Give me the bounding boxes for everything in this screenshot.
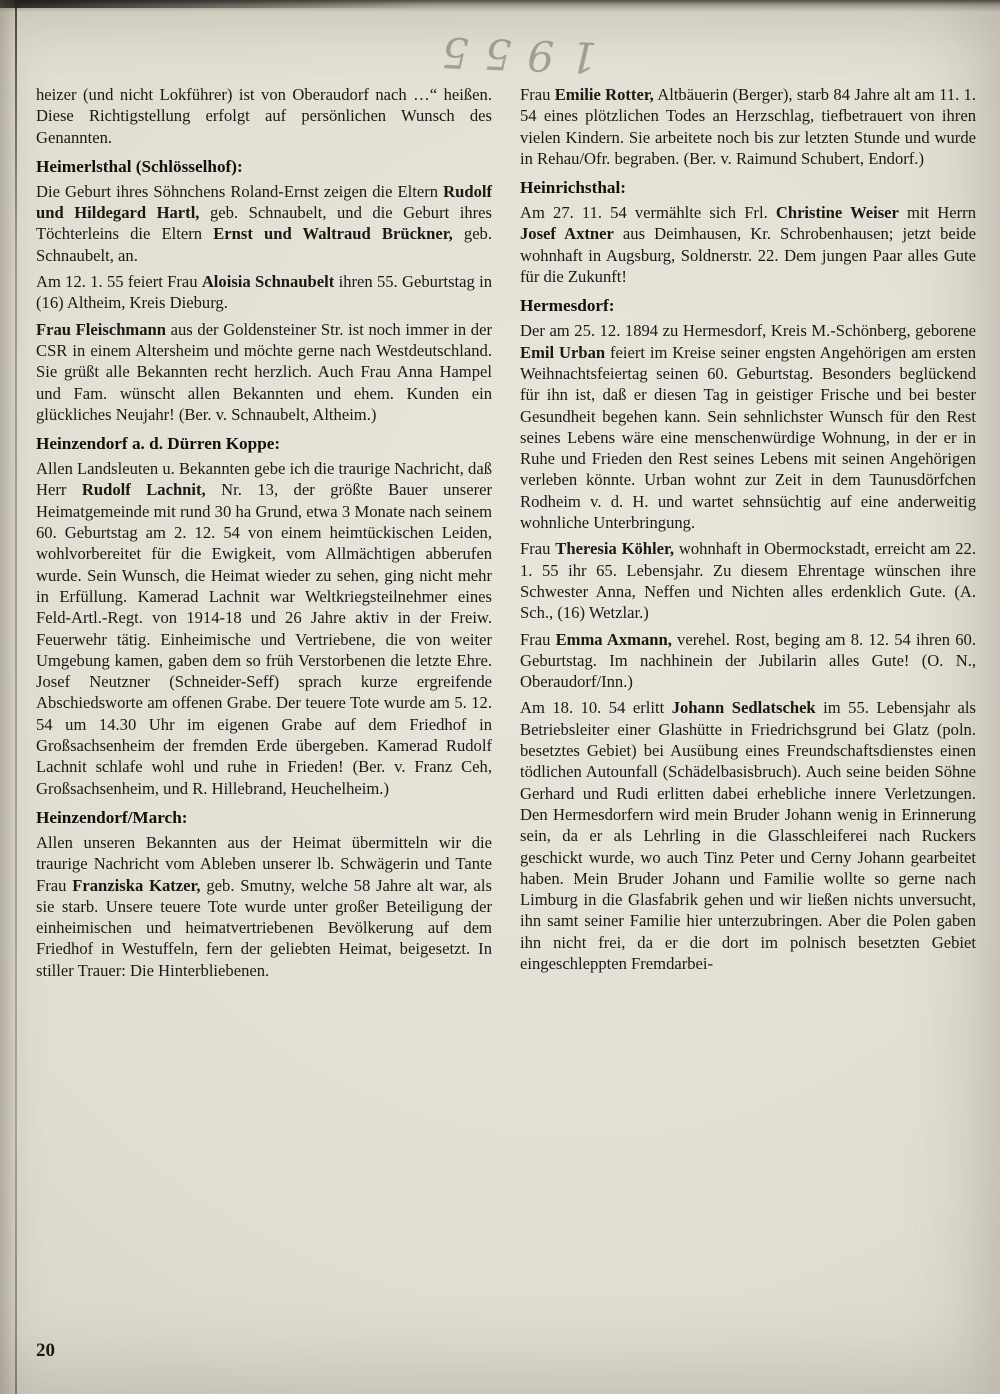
section-heading: Heinzendorf a. d. Dürren Koppe: (36, 434, 281, 454)
paragraph (520, 84, 976, 169)
person-name-bold: Franziska Katzer, (72, 875, 201, 895)
paragraph (36, 458, 492, 799)
text-run: Allen unseren Bekannten aus der Heimat übermitteln wir die traurige Nachricht vom Ableben unserer lb. Schwägerin und Tante Frau (36, 832, 492, 895)
person-name-bold: Josef Axtner (520, 224, 614, 244)
paragraph (36, 832, 492, 981)
person-name-bold: Emil Urban (520, 342, 606, 362)
text-run: Der am 25. 12. 1894 zu Hermesdorf, Kreis M.-Schönberg, geborene (520, 321, 976, 341)
text-run: heizer (und nicht Lokführer) ist von Oberaudorf nach …“ heißen. Diese Richtigstellung erfolgt auf persönlichen Wunsch des Genannten. (36, 85, 492, 147)
text-run: wohnhaft in Obermockstadt, erreicht am 22. 1. 55 ihr 65. Lebensjahr. Zu diesem Ehrentage wünschen ihre Schwester Anna, Neffen und Nichten alles erdenklich Gute. (A. Sch., (16) Wetzlar.) (520, 539, 976, 623)
text-run: Am 27. 11. 54 vermählte sich Frl. (520, 203, 776, 223)
person-name-bold: Frau Fleischmann (36, 319, 167, 339)
paragraph (520, 320, 976, 533)
person-name-bold: Emma Axmann, (555, 629, 672, 649)
text-run: Allen Landsleuten u. Bekannten gebe ich die traurige Nachricht, daß Herr (36, 459, 492, 500)
text-run: aus der Goldensteiner Str. ist noch immer in der CSR in einem Altersheim und möchte gerne nach Westdeutschland. Sie grüßt alle Bekannten recht herzlich. Auch Frau Anna Hampel und Fam. wünscht allen Bekannten und ehem. Kunden ein glückliches Neujahr! (Ber. v. Schnaubelt, Altheim.) (36, 319, 492, 424)
text-run: im 55. Lebensjahr als Betriebsleiter einer Glashütte in Friedrichsgrund bei Glatz (poln. besetztes Gebiet) bei Ausübung eines Freundschaftsdienstes einen tödlichen Autounfall (Schädelbasisbruch). Auch seine beiden Söhne Gerhard und Rudi erlitten dabei erhebliche innere Verletzungen. Den Hermesdorfern wird mein Bruder Johann wenig in Erinnerung sein, da er als Lehrling in die Glasschleiferei nach Ruckers geschickt wurde, wo auch Tinz Peter und Cerny Johann gearbeitet haben. Mein Bruder Johann und Familie wollte so gerne nach Limburg in die Glasfabrik gehen und wir ließen nichts unversucht, ihn samt seiner Familie hier unterzubringen. Aber die Polen gaben ihn nicht frei, da er die dort im polnisch besetzten Gebiet eingeschleppten Fremdarbei- (520, 698, 976, 973)
text-run: Am 18. 10. 54 erlitt (520, 698, 672, 718)
text-run: Frau (520, 539, 556, 559)
paragraph (520, 202, 976, 287)
text-run: ihren 55. Geburtstag in (16) Altheim, Kreis Dieburg. (36, 272, 493, 313)
paragraph (520, 538, 976, 623)
text-run: Frau (520, 629, 556, 649)
paragraph (520, 629, 976, 693)
person-name-bold: Theresia Köhler, (555, 539, 674, 559)
text-run: Nr. 13, der größte Bauer unserer Heimatgemeinde mit rund 30 ha Grund, etwa 3 Monate nach seinem 60. Geburtstag am 2. 12. 54 von einem heimtückischen Leiden, wohlvorbereitet für die Ewigkeit, vom Allmächtigen abberufen wurde. Sein Wunsch, die Heimat wieder zu sehen, ging nicht mehr in Erfüllung. Kamerad Lachnit war Weltkriegsteilnehmer eines Feld-Artl.-Regt. von 1914-18 und 26 Jahre aktiv in der Freiw. Feuerwehr tätig. Einheimische und Vertriebene, die von weiter Umgebung kamen, gaben dem so früh Verstorbenen die letzte Ehre. Josef Neutzner (Schneider-Seff) sprach kurze ergreifende Abschiedsworte am offenen Grabe. Der teuere Tote wurde am 5. 12. 54 um 14.30 Uhr im eigenen Grabe auf dem Friedhof in Großsachsenheim der fremden Erde übergeben. Kamerad Rudolf Lachnit schlafe wohl und ruhe in Frieden! (Ber. v. Franz Ceh, Großsachsenheim, und R. Hillebrand, Heuchelheim.) (36, 480, 492, 798)
scan-fold-line (15, 0, 17, 1394)
column-left (36, 84, 492, 986)
text-run: geb. Schnaubelt, und die Geburt ihres Töchterleins die Eltern (36, 203, 492, 244)
person-name-bold: Ernst und Waltraud Brückner, (213, 224, 453, 244)
text-run: aus Deimhausen, Kr. Schrobenhausen; jetzt beide wohnhaft in Augsburg, Soldnerstr. 22. Dem jungen Paar alles Gute für die Zukunft! (520, 224, 976, 287)
paragraph (36, 181, 492, 266)
text-run: mit Herrn (898, 203, 976, 223)
text-run: Altbäuerin (Berger), starb 84 Jahre alt am 11. 1. 54 eines plötzlichen Todes an Herzschlag, tiefbetrauert von ihren vielen Kindern. Sie arbeitete noch bis zur letzten Stunde und wurde in Rehau/Ofr. begraben. (Ber. v. Raimund Schubert, Endorf.) (520, 85, 977, 168)
paragraph (36, 84, 492, 148)
scan-edge-left (0, 0, 15, 1394)
section-heading: Heinrichsthal: (520, 178, 626, 198)
handwritten-mark: 1955 (425, 27, 598, 82)
paragraph (36, 271, 492, 314)
text-run: Am 12. 1. 55 feiert Frau (36, 272, 202, 292)
person-name-bold: Rudolf Lachnit, (81, 480, 206, 500)
text-run: geb. Schnaubelt, an. (36, 224, 493, 265)
text-run: verehel. Rost, beging am 8. 12. 54 ihren 60. Geburtstag. Im nachhinein der Jubilarin alles Gute! (O. N., Oberaudorf/Inn.) (520, 629, 976, 692)
person-name-bold: Johann Sedlatschek (671, 698, 816, 718)
text-columns (36, 84, 976, 986)
column-right (520, 84, 976, 986)
page-number: 20 (36, 1340, 55, 1361)
section-heading: Heimerlsthal (Schlösselhof): (36, 156, 243, 176)
section-heading: Heinzendorf/March: (36, 807, 188, 827)
scan-edge-top-left (0, 0, 430, 8)
section-heading: Hermesdorf: (520, 296, 615, 316)
text-run: feiert im Kreise seiner engsten Angehörigen am ersten Weihnachtsfeiertag seinen 60. Geburtstag. Besonders beglückend für ihn ist, daß er diesen Tag in geistiger Frische und bei bester Gesundheit begehen kann. Sein sehnlichster Wunsch für den Rest seines Lebens wäre eine menschenwürdige Wohnung, in der er in Ruhe und Frieden den Rest seines Lebens mit seinen Angehörigen verleben könnte. Urban wohnt zur Zeit in dem Taunusdörfchen Rodheim v. d. H. und wartet sehnsüchtig auf eine anderweitig wohnliche Unterbringung. (520, 342, 976, 533)
person-name-bold: Aloisia Schnaubelt (201, 272, 335, 292)
person-name-bold: Emilie Rotter, (554, 85, 654, 104)
text-run: Die Geburt ihres Söhnchens Roland-Ernst zeigen die Eltern (36, 181, 444, 201)
paragraph (520, 697, 976, 974)
paragraph (36, 319, 492, 425)
person-name-bold: Rudolf und Hildegard Hartl, (36, 181, 492, 223)
person-name-bold: Christine Weiser (775, 203, 899, 223)
text-run: Frau (520, 85, 555, 104)
text-run: geb. Smutny, welche 58 Jahre alt war, als sie starb. Unsere teuere Tote wurde unter großer Beteiligung der einheimischen und heimatvertriebenen Bevölkerung auf dem Friedhof in Westuffeln, fern der geliebten Heimat, beigesetzt. In stiller Trauer: Die Hinterbliebenen. (36, 875, 492, 980)
